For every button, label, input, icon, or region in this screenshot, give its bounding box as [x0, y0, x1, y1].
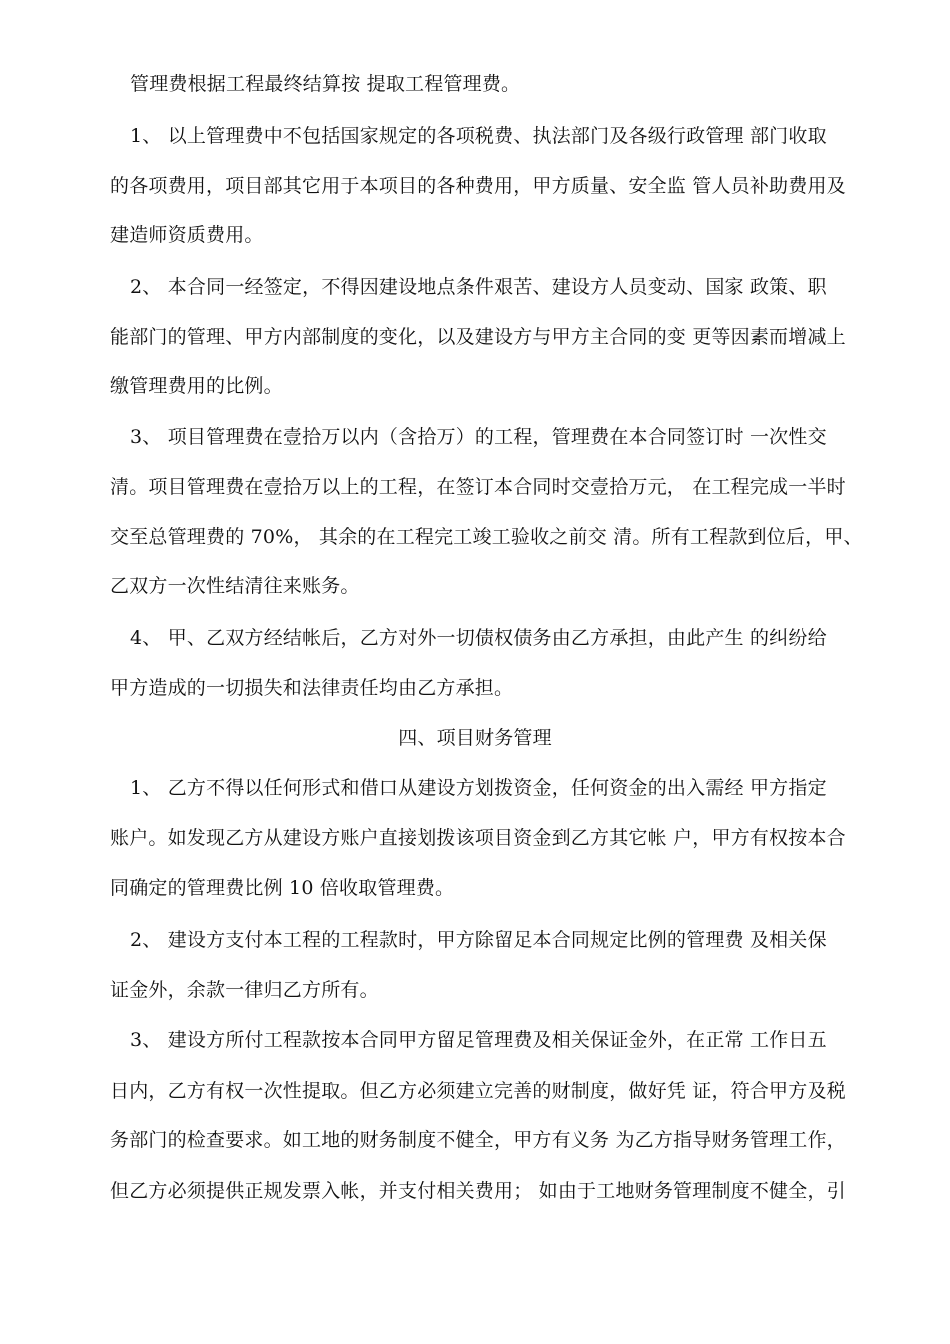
paragraph-line: 账户。如发现乙方从建设方账户直接划拨该项目资金到乙方其它帐 户，甲方有权按本合: [110, 827, 846, 849]
paragraph-line: 甲方造成的一切损失和法律责任均由乙方承担。: [110, 677, 514, 699]
paragraph-line: 日内，乙方有权一次性提取。但乙方必须建立完善的财制度，做好凭 证，符合甲方及税: [110, 1080, 846, 1102]
paragraph-line: 清。项目管理费在壹拾万以上的工程，在签订本合同时交壹拾万元， 在工程完成一半时: [110, 476, 846, 498]
paragraph-line: 管理费根据工程最终结算按 提取工程管理费。: [130, 73, 521, 95]
paragraph-line: 1、 以上管理费中不包括国家规定的各项税费、执法部门及各级行政管理 部门收取: [130, 125, 827, 147]
paragraph-line: 3、 项目管理费在壹拾万以内（含拾万）的工程，管理费在本合同签订时 一次性交: [130, 426, 827, 448]
paragraph-line: 3、 建设方所付工程款按本合同甲方留足管理费及相关保证金外，在正常 工作日五: [130, 1029, 827, 1051]
paragraph-line: 4、 甲、乙双方经结帐后，乙方对外一切债权债务由乙方承担，由此产生 的纠纷给: [130, 627, 827, 649]
paragraph-line: 证金外，余款一律归乙方所有。: [110, 979, 379, 1001]
paragraph-line: 务部门的检查要求。如工地的财务制度不健全，甲方有义务 为乙方指导财务管理工作，: [110, 1129, 846, 1151]
paragraph-line: 的各项费用，项目部其它用于本项目的各种费用，甲方质量、安全监 管人员补助费用及: [110, 175, 846, 197]
paragraph-line: 乙双方一次性结清往来账务。: [110, 575, 360, 597]
paragraph-line: 缴管理费用的比例。: [110, 375, 283, 397]
paragraph-line: 同确定的管理费比例 10 倍收取管理费。: [110, 877, 455, 899]
paragraph-line: 2、 建设方支付本工程的工程款时，甲方除留足本合同规定比例的管理费 及相关保: [130, 929, 827, 951]
paragraph-line: 1、 乙方不得以任何形式和借口从建设方划拨资金，任何资金的出入需经 甲方指定: [130, 777, 827, 799]
section-heading: 四、项目财务管理: [398, 727, 552, 749]
paragraph-line: 能部门的管理、甲方内部制度的变化，以及建设方与甲方主合同的变 更等因素而增减上: [110, 326, 846, 348]
paragraph-line: 但乙方必须提供正规发票入帐，并支付相关费用； 如由于工地财务管理制度不健全，引: [110, 1180, 846, 1202]
paragraph-line: 交至总管理费的 70%， 其余的在工程完工竣工验收之前交 清。所有工程款到位后，甲、: [110, 526, 863, 548]
paragraph-line: 2、 本合同一经签定，不得因建设地点条件艰苦、建设方人员变动、国家 政策、职: [130, 276, 827, 298]
paragraph-line: 建造师资质费用。: [110, 224, 264, 246]
